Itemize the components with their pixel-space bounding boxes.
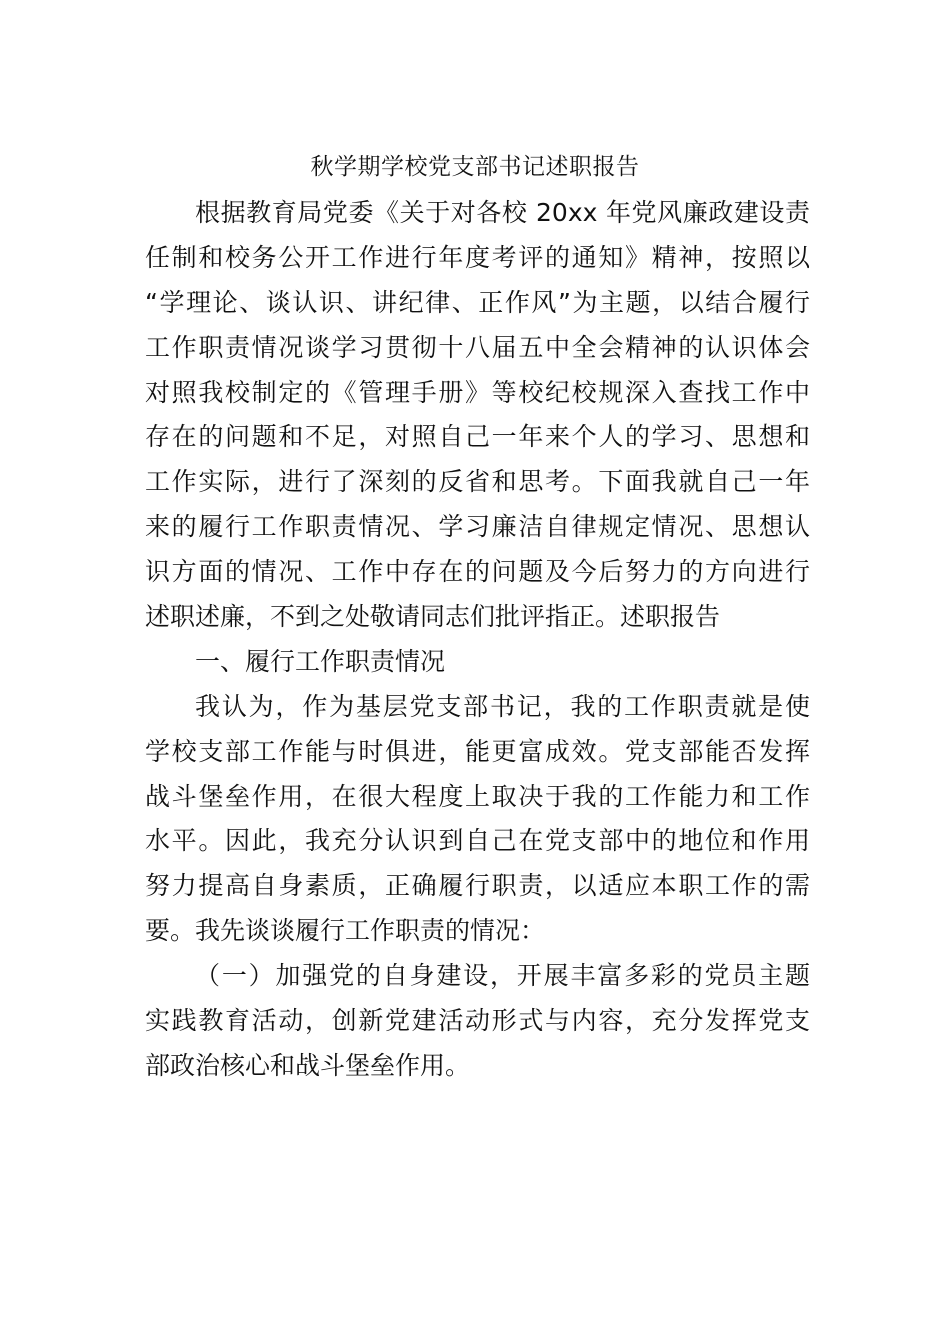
text-line: 战斗堡垒作用，在很大程度上取决于我的工作能力和工作 [145,781,810,811]
text-line: （一）加强党的自身建设，开展丰富多彩的党员主题 [195,961,810,991]
text-line: 存在的问题和不足，对照自己一年来个人的学习、思想和 [145,422,810,452]
text-line: 实践教育活动，创新党建活动形式与内容，充分发挥党支 [145,1006,810,1036]
text-line: 要。我先谈谈履行工作职责的情况： [145,916,546,946]
paragraph-duties [145,685,810,954]
text-line: 来的履行工作职责情况、学习廉洁自律规定情况、思想认 [145,512,810,542]
paragraph-item-1 [145,954,810,1089]
section-heading [145,640,810,685]
text-line: 任制和校务公开工作进行年度考评的通知》精神，按照以 [145,242,810,272]
document-body [145,191,810,1089]
text-line: 努力提高自身素质，正确履行职责，以适应本职工作的需 [145,871,810,901]
text-line: 对照我校制定的《管理手册》等校纪校规深入查找工作中 [145,377,810,407]
text-line: 根据教育局党委《关于对各校 20xx 年党风廉政建设责 [195,198,810,227]
document-title: 秋学期学校党支部书记述职报告 [310,154,640,180]
text-line: 部政治核心和战斗堡垒作用。 [145,1050,471,1080]
heading-line: 一、履行工作职责情况 [195,646,446,676]
text-line: 述职述廉，不到之处敬请同志们批评指正。述职报告 [145,602,721,632]
text-line: 学校支部工作能与时俱进，能更富成效。党支部能否发挥 [145,736,810,766]
text-line: 工作职责情况谈学习贯彻十八届五中全会精神的认识体会 [145,332,810,362]
text-line: 我认为，作为基层党支部书记，我的工作职责就是使 [195,691,810,721]
text-line: 识方面的情况、工作中存在的问题及今后努力的方向进行 [145,557,810,587]
paragraph-intro [145,191,810,640]
text-line: 工作实际，进行了深刻的反省和思考。下面我就自己一年 [145,467,810,497]
text-line: “学理论、谈认识、讲纪律、正作风”为主题，以结合履行 [145,287,810,317]
text-line: 水平。因此，我充分认识到自己在党支部中的地位和作用 [145,826,810,856]
